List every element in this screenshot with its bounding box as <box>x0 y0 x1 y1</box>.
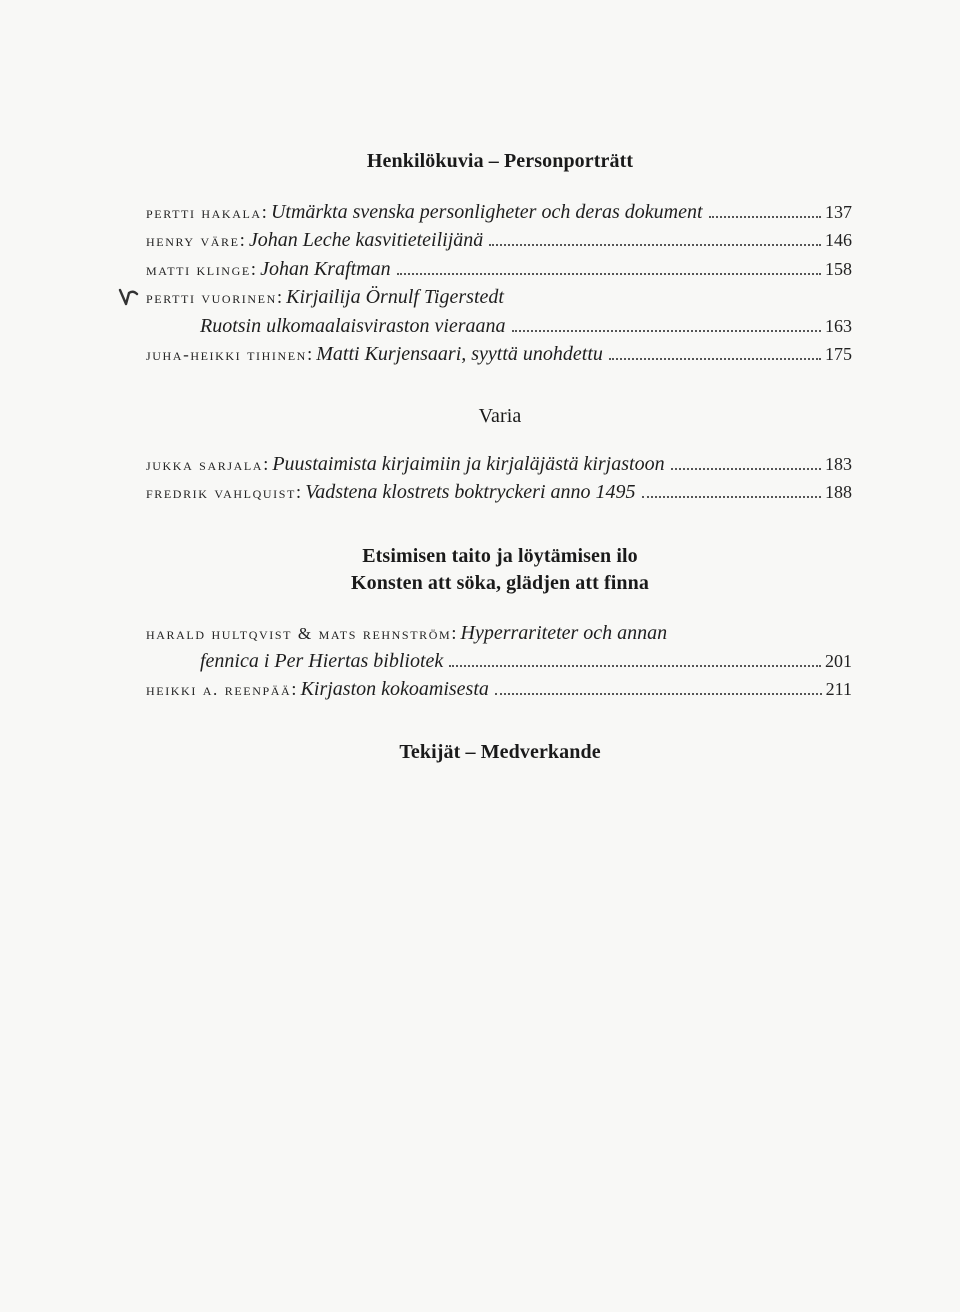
entry-title: Johan Kraftman <box>260 258 391 280</box>
entry-page: 188 <box>825 482 852 502</box>
entry-page: 163 <box>825 316 852 336</box>
toc-entry <box>146 199 852 226</box>
entry-page: 175 <box>825 344 852 364</box>
entry-title: Puustaimista kirjaimiin ja kirjaläjästä kirjastoon <box>272 453 665 475</box>
entry-title: Vadstena klostrets boktryckeri anno 1495 <box>305 481 636 503</box>
toc-entry <box>146 256 852 283</box>
section-heading-konsten-att-soka: Konsten att söka, glädjen att finna <box>351 572 649 594</box>
entry-author: jukka sarjala <box>146 455 264 474</box>
dot-leader <box>449 664 821 667</box>
entry-author: pertti vuorinen <box>146 288 277 307</box>
toc-entry <box>146 620 852 647</box>
entry-author: heikki a. reenpää <box>146 680 292 699</box>
entry-title: Utmärkta svenska personligheter och deras dokument <box>270 201 703 223</box>
toc-entry <box>146 341 852 368</box>
entry-author: fredrik vahlquist <box>146 483 296 502</box>
author-colon: : <box>250 259 257 280</box>
handwritten-checkmark-icon <box>118 285 140 307</box>
dot-leader <box>495 692 822 695</box>
section-heading-tekijat: Tekijät – Medverkande <box>399 741 601 763</box>
section-heading-varia: Varia <box>478 405 522 427</box>
section-heading-henkilokuvia: Henkilökuvia – Personporträtt <box>366 150 634 172</box>
author-colon: : <box>295 482 302 503</box>
entry-title-line2: fennica i Per Hiertas bibliotek <box>200 650 444 672</box>
author-colon: : <box>276 287 283 308</box>
author-colon: : <box>306 344 313 365</box>
entry-page: 146 <box>825 230 852 250</box>
dot-leader <box>512 329 821 332</box>
author-colon: : <box>451 623 457 644</box>
entry-title: Kirjailija Örnulf Tigerstedt <box>286 286 504 308</box>
entry-page: 158 <box>825 259 852 279</box>
entry-page: 183 <box>825 454 852 474</box>
toc-entry-continuation <box>200 313 852 339</box>
toc-entry <box>146 451 852 478</box>
entry-author: pertti hakala <box>146 203 262 222</box>
author-colon: : <box>291 679 297 700</box>
author-colon: : <box>261 202 267 223</box>
entry-page: 201 <box>825 651 852 671</box>
dot-leader <box>489 243 821 246</box>
toc-entry-continuation <box>200 648 852 674</box>
section-heading-etsimisen-taito: Etsimisen taito ja löytämisen ilo <box>362 545 638 567</box>
entry-author: henry väre <box>146 231 240 250</box>
entry-page: 137 <box>825 202 852 222</box>
entry-title: Matti Kurjensaari, syyttä unohdettu <box>316 343 603 365</box>
toc-entry <box>146 227 852 254</box>
toc-entry <box>146 284 852 311</box>
entry-title: Kirjaston kokoamisesta <box>300 678 489 700</box>
author-colon: : <box>239 230 245 251</box>
entry-title-line2: Ruotsin ulkomaalaisviraston vieraana <box>200 315 506 337</box>
dot-leader <box>397 272 821 275</box>
entry-title: Hyperrariteter och annan <box>460 622 668 644</box>
author-colon: : <box>263 454 269 475</box>
toc-entry <box>146 676 852 703</box>
entry-author: harald hultqvist & mats rehnström <box>146 624 452 643</box>
dot-leader <box>709 215 821 218</box>
dot-leader <box>642 495 822 498</box>
toc-entry <box>146 479 852 506</box>
entry-author: juha-heikki tihinen <box>146 345 307 364</box>
dot-leader <box>671 467 821 470</box>
entry-author: matti klinge <box>146 260 251 279</box>
dot-leader <box>609 357 821 360</box>
entry-title: Johan Leche kasvitieteilijänä <box>248 229 484 251</box>
entry-page: 211 <box>825 679 852 699</box>
